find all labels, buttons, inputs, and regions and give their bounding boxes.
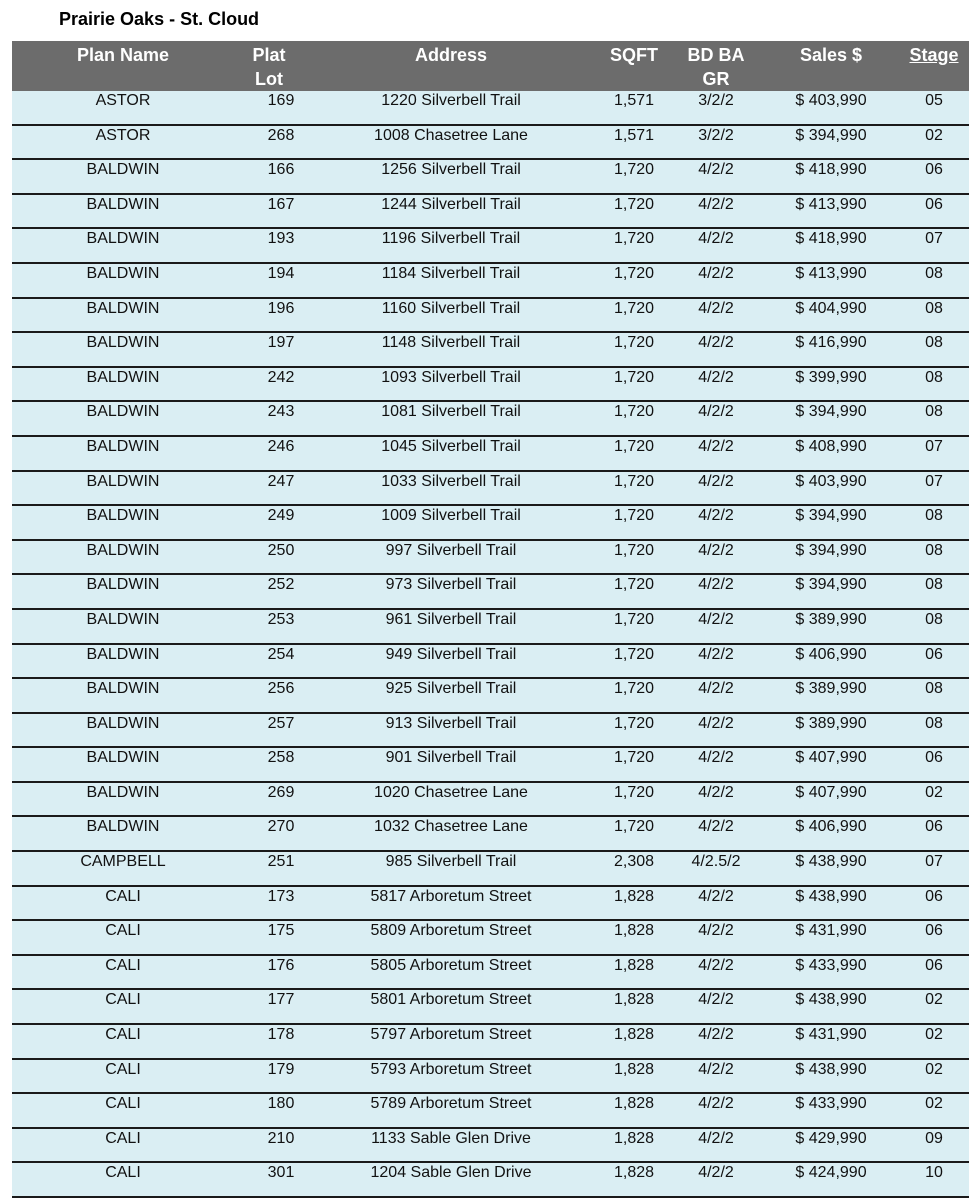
plan-name-cell: BALDWIN (86, 264, 160, 282)
bd-ba-gr-cell: 4/2/2 (698, 1026, 734, 1044)
sales-price-cell: $ 413,990 (795, 195, 867, 213)
sqft-cell: 1,720 (613, 264, 655, 282)
sales-price-cell: $ 407,990 (795, 783, 867, 801)
address-cell: 1020 Chasetree Lane (374, 783, 528, 801)
plat-lot-cell: 193 (267, 230, 295, 248)
sqft-cell: 1,720 (613, 161, 655, 179)
address-cell: 5801 Arboretum Street (370, 991, 532, 1009)
plan-name-cell: CALI (105, 887, 141, 905)
sqft-cell: 1,720 (613, 818, 655, 836)
plat-lot-cell: 197 (267, 334, 295, 352)
bd-ba-gr-cell: 4/2/2 (698, 368, 734, 386)
page-title: Prairie Oaks - St. Cloud (59, 9, 260, 29)
plan-name-cell: ASTOR (95, 126, 151, 144)
table-row (12, 679, 969, 714)
plan-name-cell: CALI (105, 1060, 141, 1078)
plan-name-cell: CALI (105, 1026, 141, 1044)
bd-ba-gr-cell: 4/2/2 (698, 1164, 734, 1182)
sales-price-cell: $ 431,990 (795, 922, 867, 940)
table-row (12, 990, 969, 1025)
sqft-cell: 1,828 (613, 991, 655, 1009)
address-cell: 1009 Silverbell Trail (381, 507, 521, 525)
stage-cell: 08 (925, 368, 943, 386)
header-plan-name: Plan Name (76, 45, 170, 65)
bd-ba-gr-cell: 4/2/2 (698, 230, 734, 248)
sales-price-cell: $ 429,990 (795, 1129, 867, 1147)
plan-name-cell: BALDWIN (86, 437, 160, 455)
sqft-cell: 1,720 (613, 714, 655, 732)
plan-name-cell: CALI (105, 1095, 141, 1113)
stage-cell: 08 (925, 403, 943, 421)
stage-cell: 06 (925, 818, 943, 836)
table-row (12, 437, 969, 472)
sales-price-cell: $ 406,990 (795, 818, 867, 836)
table-row (12, 368, 969, 403)
plat-lot-cell: 256 (267, 680, 295, 698)
address-cell: 1220 Silverbell Trail (381, 92, 521, 109)
sqft-cell: 1,720 (613, 507, 655, 525)
sqft-cell: 1,828 (613, 1060, 655, 1078)
sales-price-cell: $ 413,990 (795, 264, 867, 282)
sqft-cell: 1,720 (613, 576, 655, 594)
address-cell: 985 Silverbell Trail (385, 853, 517, 871)
sqft-cell: 1,720 (613, 195, 655, 213)
stage-cell: 07 (925, 472, 943, 490)
address-cell: 1204 Sable Glen Drive (370, 1164, 532, 1182)
plan-name-cell: BALDWIN (86, 230, 160, 248)
sqft-cell: 1,720 (613, 230, 655, 248)
sales-price-cell: $ 424,990 (795, 1164, 867, 1182)
plan-name-cell: BALDWIN (86, 541, 160, 559)
sqft-cell: 1,720 (613, 610, 655, 628)
plat-lot-cell: 301 (267, 1164, 295, 1182)
stage-cell: 06 (925, 195, 943, 213)
address-cell: 973 Silverbell Trail (385, 576, 517, 594)
sales-price-cell: $ 389,990 (795, 610, 867, 628)
sqft-cell: 1,571 (613, 92, 655, 109)
plat-lot-cell: 169 (267, 92, 295, 109)
address-cell: 901 Silverbell Trail (385, 749, 517, 767)
plat-lot-cell: 242 (267, 368, 295, 386)
table-row (12, 714, 969, 749)
stage-cell: 06 (925, 161, 943, 179)
plat-lot-cell: 253 (267, 610, 295, 628)
sales-price-cell: $ 406,990 (795, 645, 867, 663)
table-row (12, 506, 969, 541)
bd-ba-gr-cell: 4/2/2 (698, 818, 734, 836)
sales-price-cell: $ 394,990 (795, 126, 867, 144)
sales-price-cell: $ 394,990 (795, 541, 867, 559)
plat-lot-cell: 250 (267, 541, 295, 559)
header-sales: Sales $ (799, 45, 863, 65)
table-row (12, 852, 969, 887)
stage-cell: 02 (925, 1095, 943, 1113)
plat-lot-cell: 269 (267, 783, 295, 801)
bd-ba-gr-cell: 4/2/2 (698, 1095, 734, 1113)
address-cell: 5789 Arboretum Street (370, 1095, 532, 1113)
header-plat-line1: Plat (252, 45, 286, 65)
stage-cell: 08 (925, 264, 943, 282)
plat-lot-cell: 251 (267, 853, 295, 871)
table-row (12, 541, 969, 576)
sales-price-cell: $ 394,990 (795, 403, 867, 421)
plat-lot-cell: 178 (267, 1026, 295, 1044)
sqft-cell: 1,720 (613, 403, 655, 421)
table-header (12, 41, 969, 91)
stage-cell: 08 (925, 334, 943, 352)
address-cell: 5817 Arboretum Street (370, 887, 532, 905)
plan-name-cell: BALDWIN (86, 749, 160, 767)
plat-lot-cell: 246 (267, 437, 295, 455)
sqft-cell: 2,308 (613, 853, 655, 871)
address-cell: 1256 Silverbell Trail (381, 161, 521, 179)
stage-cell: 08 (925, 714, 943, 732)
sqft-cell: 1,828 (613, 922, 655, 940)
address-cell: 1244 Silverbell Trail (381, 195, 521, 213)
stage-cell: 08 (925, 507, 943, 525)
bd-ba-gr-cell: 4/2/2 (698, 1060, 734, 1078)
plat-lot-cell: 194 (267, 264, 295, 282)
plan-name-cell: CALI (105, 956, 141, 974)
sales-price-cell: $ 438,990 (795, 887, 867, 905)
table-row (12, 748, 969, 783)
plan-name-cell: BALDWIN (86, 161, 160, 179)
bd-ba-gr-cell: 4/2/2 (698, 576, 734, 594)
address-cell: 1081 Silverbell Trail (381, 403, 521, 421)
bd-ba-gr-cell: 4/2/2 (698, 195, 734, 213)
sales-price-cell: $ 438,990 (795, 991, 867, 1009)
plan-name-cell: BALDWIN (86, 472, 160, 490)
address-cell: 1133 Sable Glen Drive (371, 1129, 531, 1147)
bd-ba-gr-cell: 4/2/2 (698, 887, 734, 905)
stage-cell: 08 (925, 299, 943, 317)
sqft-cell: 1,828 (613, 1129, 655, 1147)
bd-ba-gr-cell: 4/2/2 (698, 956, 734, 974)
plan-name-cell: BALDWIN (86, 368, 160, 386)
plan-name-cell: BALDWIN (86, 403, 160, 421)
plan-name-cell: BALDWIN (86, 507, 160, 525)
address-cell: 1093 Silverbell Trail (381, 368, 521, 386)
plat-lot-cell: 176 (267, 956, 295, 974)
address-cell: 5793 Arboretum Street (370, 1060, 532, 1078)
address-cell: 1033 Silverbell Trail (381, 472, 521, 490)
bd-ba-gr-cell: 3/2/2 (698, 92, 734, 109)
table-row (12, 1129, 969, 1164)
sqft-cell: 1,720 (613, 299, 655, 317)
sqft-cell: 1,828 (613, 1095, 655, 1113)
plan-name-cell: BALDWIN (86, 576, 160, 594)
sqft-cell: 1,571 (613, 126, 655, 144)
sales-price-cell: $ 416,990 (795, 334, 867, 352)
plat-lot-cell: 243 (267, 403, 295, 421)
plat-lot-cell: 257 (267, 714, 295, 732)
sales-price-cell: $ 408,990 (795, 437, 867, 455)
address-cell: 1184 Silverbell Trail (381, 264, 521, 282)
address-cell: 5805 Arboretum Street (370, 956, 532, 974)
sales-price-cell: $ 431,990 (795, 1026, 867, 1044)
bd-ba-gr-cell: 4/2/2 (698, 299, 734, 317)
stage-cell: 07 (925, 230, 943, 248)
sales-price-cell: $ 394,990 (795, 576, 867, 594)
plat-lot-cell: 196 (267, 299, 295, 317)
plat-lot-cell: 270 (267, 818, 295, 836)
header-stage-link[interactable]: Stage (909, 45, 959, 65)
stage-cell: 10 (925, 1164, 943, 1182)
bd-ba-gr-cell: 4/2/2 (698, 991, 734, 1009)
sales-price-cell: $ 407,990 (795, 749, 867, 767)
bd-ba-gr-cell: 4/2/2 (698, 922, 734, 940)
bd-ba-gr-cell: 4/2/2 (698, 334, 734, 352)
sqft-cell: 1,720 (613, 783, 655, 801)
stage-cell: 06 (925, 749, 943, 767)
table-row (12, 229, 969, 264)
address-cell: 1160 Silverbell Trail (381, 299, 521, 317)
plan-name-cell: BALDWIN (86, 783, 160, 801)
bd-ba-gr-cell: 3/2/2 (698, 126, 734, 144)
address-cell: 1045 Silverbell Trail (381, 437, 521, 455)
plan-name-cell: CAMPBELL (80, 853, 166, 871)
sqft-cell: 1,828 (613, 1164, 655, 1182)
plan-name-cell: BALDWIN (86, 195, 160, 213)
plan-name-cell: BALDWIN (86, 680, 160, 698)
plat-lot-cell: 180 (267, 1095, 295, 1113)
plat-lot-cell: 173 (267, 887, 295, 905)
sqft-cell: 1,828 (613, 887, 655, 905)
stage-cell: 02 (925, 991, 943, 1009)
plan-name-cell: CALI (105, 1129, 141, 1147)
address-cell: 1032 Chasetree Lane (374, 818, 528, 836)
plat-lot-cell: 210 (267, 1129, 295, 1147)
header-bd-ba-gr (676, 43, 756, 91)
plat-lot-cell: 249 (267, 507, 295, 525)
sales-price-cell: $ 389,990 (795, 714, 867, 732)
sqft-cell: 1,828 (613, 1026, 655, 1044)
address-cell: 997 Silverbell Trail (385, 541, 517, 559)
stage-cell: 02 (925, 1026, 943, 1044)
plan-name-cell: BALDWIN (86, 714, 160, 732)
plat-lot-cell: 247 (267, 472, 295, 490)
table-row (12, 575, 969, 610)
stage-cell: 07 (925, 853, 943, 871)
sqft-cell: 1,720 (613, 749, 655, 767)
stage-cell: 08 (925, 610, 943, 628)
address-cell: 925 Silverbell Trail (385, 680, 517, 698)
bd-ba-gr-cell: 4/2/2 (698, 783, 734, 801)
bd-ba-gr-cell: 4/2/2 (698, 645, 734, 663)
table-row (12, 1060, 969, 1095)
table-row (12, 472, 969, 507)
table-row (12, 195, 969, 230)
bd-ba-gr-cell: 4/2/2 (698, 264, 734, 282)
table-row (12, 402, 969, 437)
sales-price-cell: $ 403,990 (795, 472, 867, 490)
table-body (12, 91, 969, 1198)
address-cell: 5809 Arboretum Street (370, 922, 532, 940)
table-row (12, 645, 969, 680)
plat-lot-cell: 254 (267, 645, 295, 663)
plan-name-cell: BALDWIN (86, 299, 160, 317)
plan-name-cell: BALDWIN (86, 645, 160, 663)
sqft-cell: 1,720 (613, 334, 655, 352)
sales-price-cell: $ 433,990 (795, 1095, 867, 1113)
sales-price-cell: $ 403,990 (795, 92, 867, 109)
plat-lot-cell: 177 (267, 991, 295, 1009)
plan-name-cell: BALDWIN (86, 334, 160, 352)
sales-price-cell: $ 438,990 (795, 1060, 867, 1078)
plat-lot-cell: 166 (267, 161, 295, 179)
bd-ba-gr-cell: 4/2/2 (698, 437, 734, 455)
address-cell: 961 Silverbell Trail (385, 610, 517, 628)
table-row (12, 956, 969, 991)
sales-price-cell: $ 438,990 (795, 853, 867, 871)
sqft-cell: 1,720 (613, 541, 655, 559)
header-plat-lot (230, 43, 308, 91)
table-row (12, 1163, 969, 1198)
address-cell: 1196 Silverbell Trail (381, 230, 521, 248)
bd-ba-gr-cell: 4/2.5/2 (691, 853, 741, 871)
table-row (12, 126, 969, 161)
table-row (12, 333, 969, 368)
bd-ba-gr-cell: 4/2/2 (698, 610, 734, 628)
plat-lot-cell: 167 (267, 195, 295, 213)
bd-ba-gr-cell: 4/2/2 (698, 714, 734, 732)
plat-lot-cell: 175 (267, 922, 295, 940)
address-cell: 949 Silverbell Trail (385, 645, 517, 663)
address-cell: 1008 Chasetree Lane (374, 126, 528, 144)
table-row (12, 160, 969, 195)
sales-price-cell: $ 404,990 (795, 299, 867, 317)
plan-name-cell: BALDWIN (86, 818, 160, 836)
stage-cell: 09 (925, 1129, 943, 1147)
address-cell: 5797 Arboretum Street (370, 1026, 532, 1044)
home-listing-table (12, 41, 969, 1198)
sales-price-cell: $ 433,990 (795, 956, 867, 974)
stage-cell: 08 (925, 576, 943, 594)
stage-cell: 06 (925, 887, 943, 905)
plat-lot-cell: 179 (267, 1060, 295, 1078)
sqft-cell: 1,828 (613, 956, 655, 974)
header-sqft: SQFT (610, 45, 658, 65)
table-row (12, 264, 969, 299)
table-row (12, 921, 969, 956)
sqft-cell: 1,720 (613, 368, 655, 386)
stage-cell: 06 (925, 956, 943, 974)
table-row (12, 1025, 969, 1060)
sqft-cell: 1,720 (613, 437, 655, 455)
stage-cell: 06 (925, 922, 943, 940)
stage-cell: 08 (925, 541, 943, 559)
table-row (12, 91, 969, 126)
stage-cell: 06 (925, 645, 943, 663)
stage-cell: 02 (925, 1060, 943, 1078)
plan-name-cell: ASTOR (95, 92, 151, 109)
bd-ba-gr-cell: 4/2/2 (698, 507, 734, 525)
table-row (12, 887, 969, 922)
bd-ba-gr-cell: 4/2/2 (698, 680, 734, 698)
sales-price-cell: $ 389,990 (795, 680, 867, 698)
sqft-cell: 1,720 (613, 645, 655, 663)
table-row (12, 817, 969, 852)
sqft-cell: 1,720 (613, 680, 655, 698)
sales-price-cell: $ 418,990 (795, 230, 867, 248)
plan-name-cell: CALI (105, 922, 141, 940)
header-bdba-line1: BD BA (687, 45, 745, 65)
stage-cell: 05 (925, 92, 943, 109)
stage-cell: 02 (925, 126, 943, 144)
plan-name-cell: CALI (105, 1164, 141, 1182)
stage-cell: 08 (925, 680, 943, 698)
header-bdba-line2: GR (702, 69, 730, 89)
plat-lot-cell: 258 (267, 749, 295, 767)
bd-ba-gr-cell: 4/2/2 (698, 403, 734, 421)
stage-cell: 02 (925, 783, 943, 801)
sales-price-cell: $ 399,990 (795, 368, 867, 386)
bd-ba-gr-cell: 4/2/2 (698, 472, 734, 490)
stage-cell: 07 (925, 437, 943, 455)
sqft-cell: 1,720 (613, 472, 655, 490)
bd-ba-gr-cell: 4/2/2 (698, 541, 734, 559)
bd-ba-gr-cell: 4/2/2 (698, 1129, 734, 1147)
table-row (12, 299, 969, 334)
address-cell: 913 Silverbell Trail (385, 714, 517, 732)
bd-ba-gr-cell: 4/2/2 (698, 749, 734, 767)
sales-price-cell: $ 394,990 (795, 507, 867, 525)
sales-price-cell: $ 418,990 (795, 161, 867, 179)
bd-ba-gr-cell: 4/2/2 (698, 161, 734, 179)
header-plat-line2: Lot (255, 69, 283, 89)
plan-name-cell: CALI (105, 991, 141, 1009)
header-address: Address (414, 45, 488, 65)
address-cell: 1148 Silverbell Trail (381, 334, 521, 352)
table-row (12, 1094, 969, 1129)
table-row (12, 610, 969, 645)
plat-lot-cell: 268 (267, 126, 295, 144)
table-row (12, 783, 969, 818)
plat-lot-cell: 252 (267, 576, 295, 594)
plan-name-cell: BALDWIN (86, 610, 160, 628)
